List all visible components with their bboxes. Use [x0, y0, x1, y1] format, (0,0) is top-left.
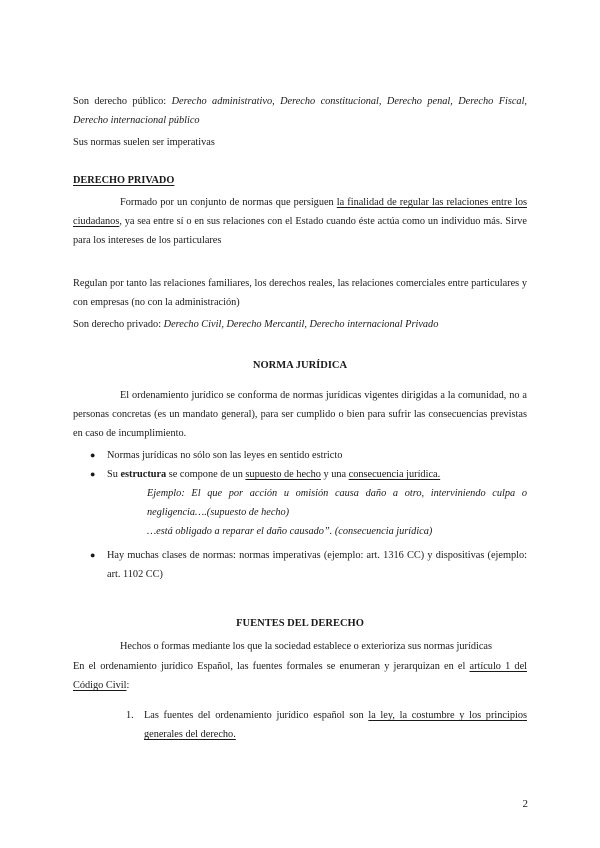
- norma-definition: El ordenamiento jurídico se conforma de normas jurídicas vigentes dirigidas a la comunidad, no a personas concretas (es un mandato general), para ser cumplido o bien para sufrir las consecuencias previstas en caso de incumplimiento.: [73, 390, 527, 439]
- example-supuesto: Ejemplo: El que por acción u omisión causa daño a otro, interviniendo culpa o negligencia….(supuesto de hecho): [147, 488, 527, 518]
- norma-juridica-title: NORMA JURÍDICA: [252, 360, 348, 371]
- list-item: [73, 546, 527, 584]
- fuentes-numbered-list: [73, 706, 527, 744]
- norma-bullet-list: [73, 446, 527, 584]
- fuentes-definition: Hechos o formas mediante los que la sociedad establece o exterioriza sus normas jurídicas: [120, 641, 492, 652]
- public-law-lead: Son derecho público:: [73, 96, 172, 107]
- public-law-paragraph: [73, 92, 527, 130]
- list-item: [73, 446, 527, 465]
- item-number: 1.: [126, 710, 134, 721]
- private-law-definition: [73, 193, 527, 250]
- fuentes-ordering: [73, 657, 527, 695]
- list-item: [73, 465, 527, 541]
- private-law-heading: DERECHO PRIVADO: [73, 175, 175, 186]
- structure-part-b: se compone de un: [166, 469, 246, 480]
- item-text-underlined: la ley, la costumbre y los principios generales del derecho.: [144, 710, 527, 740]
- fuentes-part-b: :: [126, 680, 130, 691]
- bullet-text: Normas jurídicas no sólo son las leyes en sentido estricto: [107, 450, 343, 461]
- private-def-part-b: , ya sea entre sí o en sus relaciones con el Estado cuando éste actúa como un individuo más. Sirve para los intereses de los particulares: [73, 216, 527, 246]
- item-text-a: Las fuentes del ordenamiento jurídico español son: [144, 710, 369, 721]
- private-law-examples-paragraph: [73, 315, 527, 334]
- consecuencia-underlined: consecuencia jurídica.: [348, 469, 441, 480]
- private-law-relations: Regulan por tanto las relaciones familiares, los derechos reales, las relaciones comerciales entre particulares y con empresas (no con la administración): [73, 278, 527, 308]
- imperative-note: Sus normas suelen ser imperativas: [73, 137, 215, 148]
- private-def-part-a: Formado por un conjunto de normas que persiguen: [120, 197, 337, 208]
- bullet-icon: ●: [90, 550, 96, 560]
- structure-part-a: Su: [107, 469, 121, 480]
- structure-bold: estructura: [120, 469, 167, 480]
- bullet-icon: ●: [90, 469, 96, 479]
- private-examples-lead: Son derecho privado:: [73, 319, 164, 330]
- supuesto-underlined: supuesto de hecho: [245, 469, 321, 480]
- public-law-examples: Derecho administrativo, Derecho constitucional, Derecho penal, Derecho Fiscal, Derecho internacional público: [73, 96, 527, 126]
- fuentes-title: FUENTES DEL DERECHO: [236, 618, 364, 629]
- codigo-civil-link: artículo 1 del Código Civil: [73, 661, 527, 691]
- private-examples: Derecho Civil, Derecho Mercantil, Derecho internacional Privado: [163, 319, 439, 330]
- private-def-underlined: la finalidad de regular las relaciones entre los ciudadanos: [73, 197, 527, 227]
- example-consecuencia: …está obligado a reparar el daño causado”. (consecuencia jurídica): [147, 526, 433, 537]
- bullet-icon: ●: [90, 450, 96, 460]
- bullet-text: Hay muchas clases de normas: normas imperativas (ejemplo: art. 1316 CC) y dispositivas (ejemplo: art. 1102 CC): [107, 550, 527, 580]
- fuentes-part-a: En el ordenamiento jurídico Español, las fuentes formales se enumeran y jerarquizan en el: [73, 661, 470, 672]
- list-item: [73, 706, 527, 744]
- structure-part-c: y una: [320, 469, 349, 480]
- page-number: 2: [522, 798, 528, 810]
